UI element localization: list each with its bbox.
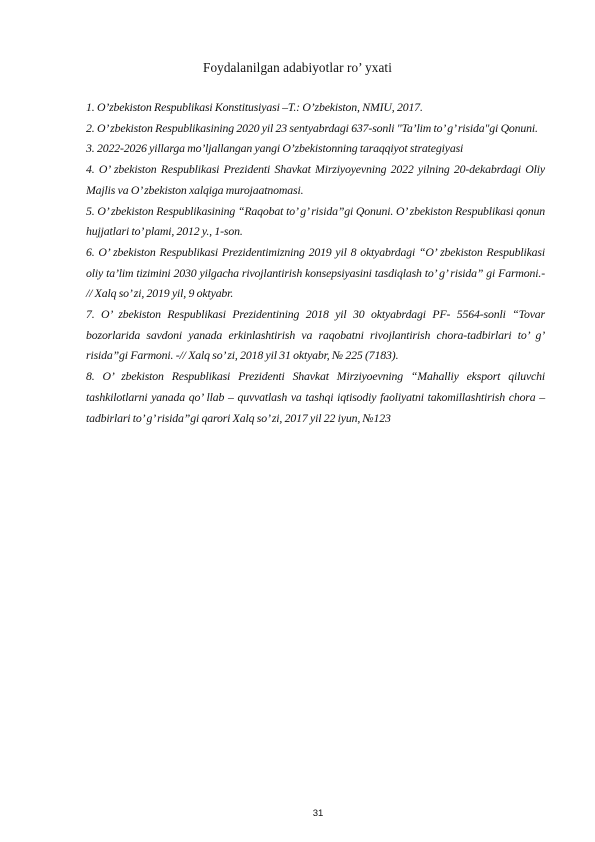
reference-item-2: 2. O’ zbekiston Respublikasining 2020 yil 23 sentyabrdagi 637-sonli "Ta’lim to’ g’ risida"gi Qonuni. [86,120,538,135]
page-number: 31 [312,808,324,819]
page-title: Foydalanilgan adabiyotlar ro’ yxati [203,60,392,75]
reference-item-1: 1. O’zbekiston Respublikasi Konstitusiyasi –T.: O’zbekiston, NMIU, 2017. [86,100,423,114]
reference-item-6: 6. O’ zbekiston Respublikasi Prezidentimizning 2019 yil 8 oktyabrdagi “O’ zbekiston Respublikasi oliy ta’lim tizimini 2030 yilgacha rivojlantirish konsepsiyasini tasdiqlash to’ g’ risida” gi Farmoni.- // Xalq so’ zi, 2019 yil, 9 oktyabr. [86,244,545,301]
reference-item-7: 7. O’ zbekiston Respublikasi Prezidentining 2018 yil 30 oktyabrdagi PF- 5564-sonli “Tovar bozorlarida savdoni yanada erkinlashtirish va raqobatni rivojlantirish chora-tadbirlari to’ g’ risida”gi Farmoni. -// Xalq so’ zi, 2018 yil 31 oktyabr, № 225 (7183). [86,307,545,363]
reference-list [86,97,545,428]
reference-item-5: 5. O’ zbekiston Respublikasining “Raqobat to’ g’ risida”gi Qonuni. O’ zbekiston Respublikasi qonun hujjatlari to’ plami, 2012 y., 1-son. [86,203,545,239]
reference-item-8: 8. O’ zbekiston Respublikasi Prezidenti Shavkat Mirziyoevning “Mahalliy eksport qiluvchi tashkilotlarni yanada qo’ llab – quvvatlash va tashqi iqtisodiy faoliyatni takomillashtirish chora – tadbirlari to’ g’ risida”gi qarori Xalq so’ zi, 2017 yil 22 iyun, №123 [86,369,545,425]
reference-item-4: 4. O’ zbekiston Respublikasi Prezidenti Shavkat Mirziyoyevning 2022 yilning 20-dekabrdagi Oliy Majlis va O’ zbekiston xalqiga murojaatnomasi. [86,162,545,197]
reference-item-3: 3. 2022-2026 yillarga mo’ljallangan yangi O’zbekistonning taraqqiyot strategiyasi [86,141,464,156]
